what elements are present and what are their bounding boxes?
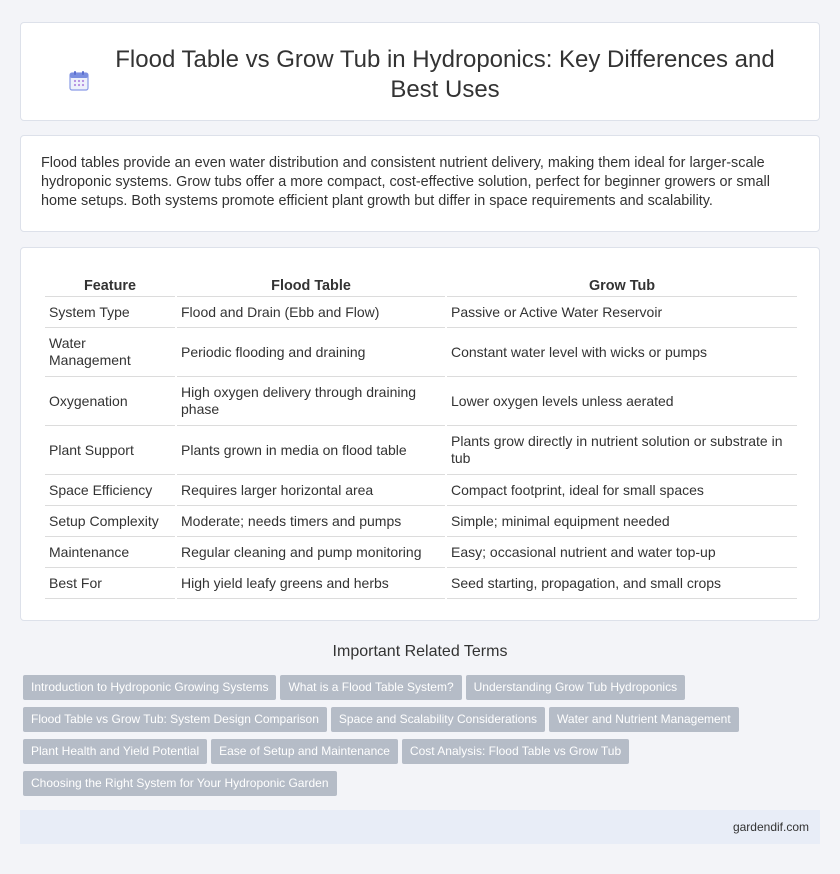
row-flood-table: High oxygen delivery through draining phase [177, 377, 445, 426]
related-tag[interactable]: Space and Scalability Considerations [331, 707, 545, 732]
row-feature: Water Management [45, 328, 175, 377]
row-grow-tub: Simple; minimal equipment needed [447, 506, 797, 537]
row-grow-tub: Passive or Active Water Reservoir [447, 297, 797, 328]
row-flood-table: Plants grown in media on flood table [177, 426, 445, 475]
related-tag[interactable]: Cost Analysis: Flood Table vs Grow Tub [402, 739, 629, 764]
row-flood-table: Regular cleaning and pump monitoring [177, 537, 445, 568]
table-row [45, 475, 797, 506]
intro-card [20, 135, 820, 232]
related-tag[interactable]: Choosing the Right System for Your Hydroponic Garden [23, 771, 337, 796]
table-row [45, 568, 797, 599]
related-terms-list [23, 675, 823, 803]
row-flood-table: Requires larger horizontal area [177, 475, 445, 506]
comparison-table [43, 275, 799, 599]
row-grow-tub: Compact footprint, ideal for small spaces [447, 475, 797, 506]
row-grow-tub: Lower oxygen levels unless aerated [447, 377, 797, 426]
row-flood-table: Periodic flooding and draining [177, 328, 445, 377]
related-tag[interactable]: What is a Flood Table System? [280, 675, 461, 700]
table-row [45, 506, 797, 537]
row-feature: Maintenance [45, 537, 175, 568]
related-tag[interactable]: Plant Health and Yield Potential [23, 739, 207, 764]
related-tag[interactable]: Water and Nutrient Management [549, 707, 739, 732]
table-row [45, 426, 797, 475]
row-feature: Space Efficiency [45, 475, 175, 506]
row-flood-table: Moderate; needs timers and pumps [177, 506, 445, 537]
related-tag[interactable]: Ease of Setup and Maintenance [211, 739, 398, 764]
footer [20, 810, 820, 844]
header-feature: Feature [45, 275, 175, 297]
row-flood-table: Flood and Drain (Ebb and Flow) [177, 297, 445, 328]
table-row [45, 537, 797, 568]
row-feature: Plant Support [45, 426, 175, 475]
row-grow-tub: Constant water level with wicks or pumps [447, 328, 797, 377]
header-flood-table: Flood Table [177, 275, 445, 297]
related-tag[interactable]: Understanding Grow Tub Hydroponics [466, 675, 685, 700]
table-row [45, 297, 797, 328]
title-card [20, 22, 820, 121]
row-feature: Oxygenation [45, 377, 175, 426]
related-tag[interactable]: Flood Table vs Grow Tub: System Design Comparison [23, 707, 327, 732]
comparison-card [20, 247, 820, 621]
row-feature: Setup Complexity [45, 506, 175, 537]
table-row [45, 328, 797, 377]
row-feature: System Type [45, 297, 175, 328]
footer-site-link[interactable]: gardendif.com [732, 820, 809, 834]
related-tag[interactable]: Introduction to Hydroponic Growing Systems [23, 675, 276, 700]
row-grow-tub: Plants grow directly in nutrient solution or substrate in tub [447, 426, 797, 475]
row-grow-tub: Easy; occasional nutrient and water top-up [447, 537, 797, 568]
table-header-row [45, 275, 797, 297]
calendar-icon [68, 70, 90, 92]
row-grow-tub: Seed starting, propagation, and small crops [447, 568, 797, 599]
row-feature: Best For [45, 568, 175, 599]
row-flood-table: High yield leafy greens and herbs [177, 568, 445, 599]
table-row [45, 377, 797, 426]
related-terms-heading: Important Related Terms [332, 643, 508, 660]
header-grow-tub: Grow Tub [447, 275, 797, 297]
page-title: Flood Table vs Grow Tub in Hydroponics: Key Differences and Best Uses [115, 46, 775, 103]
intro-paragraph: Flood tables provide an even water distribution and consistent nutrient delivery, making them ideal for larger-scale hydroponic systems. Grow tubs offer a more compact, cost-effective solution, perfect for beginner growers or small home setups. Both systems promote efficient plant growth but differ in space requirements and scalability. [41, 155, 770, 209]
